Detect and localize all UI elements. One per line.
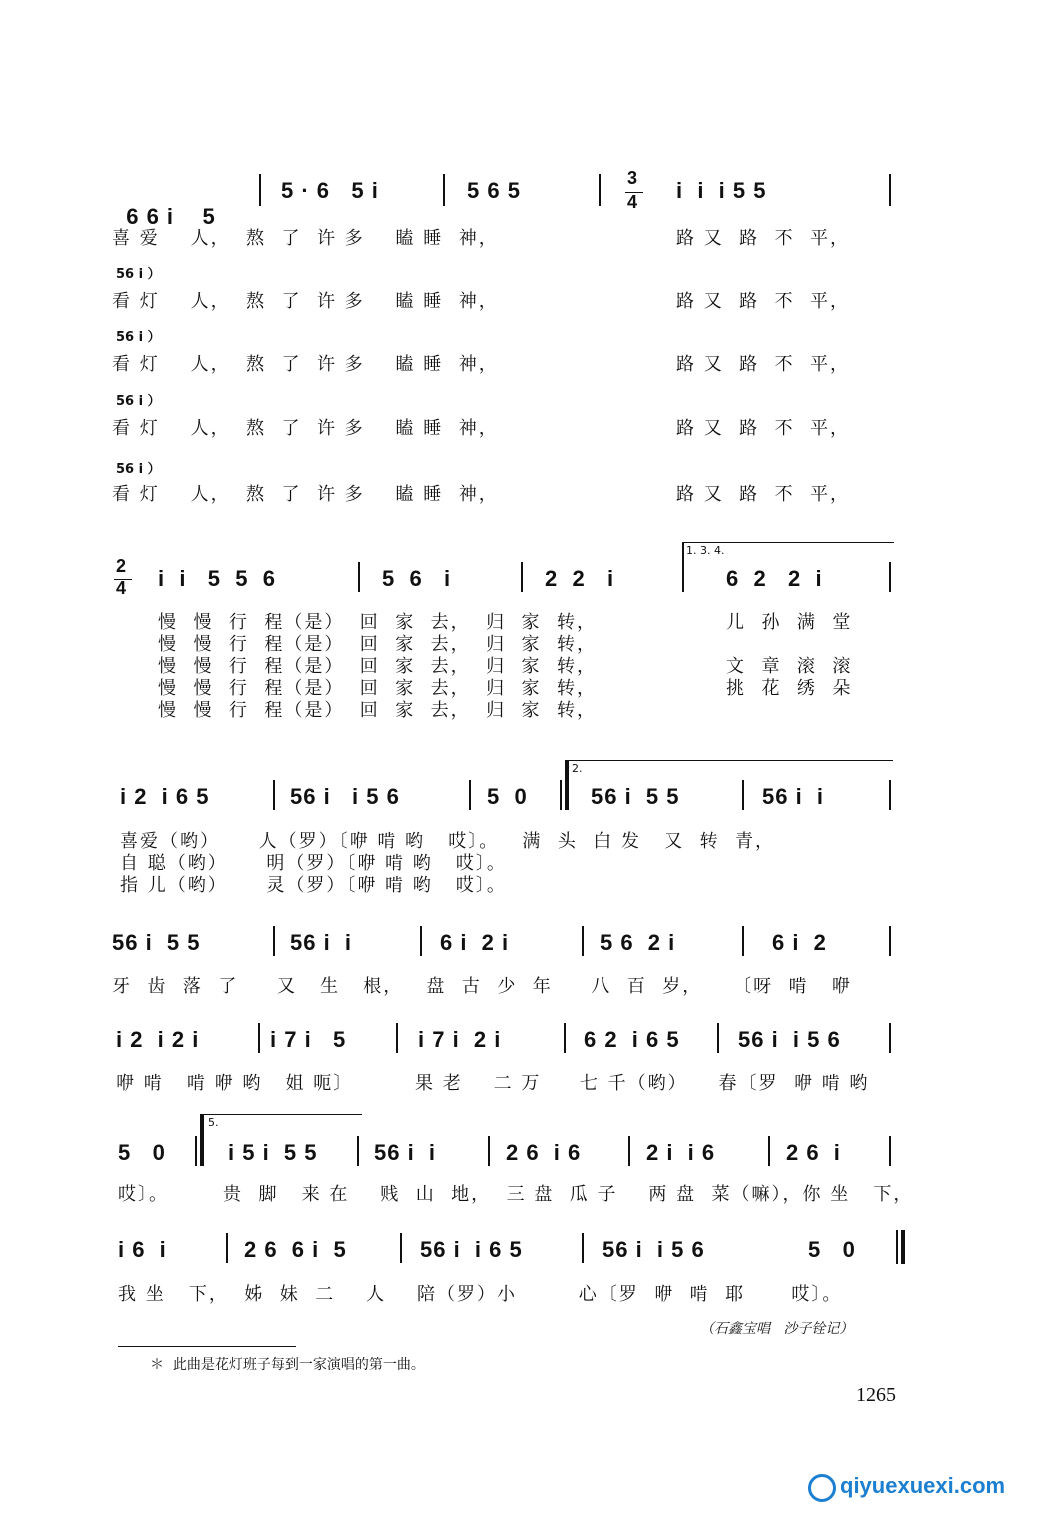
- lyric-line: 儿 孙 满 堂: [726, 612, 853, 633]
- note-group: 56 i 5 5: [591, 784, 680, 809]
- time-sig-top: 2: [116, 556, 128, 576]
- lyric-line: 慢 慢 行 程（是） 回 家 去， 归 家 转，: [158, 656, 597, 677]
- barline: [742, 926, 744, 956]
- note-group: 6 6 i 5: [126, 204, 216, 229]
- lyric-line: 看 灯 人， 熬 了 许 多 瞌 睡 神，: [112, 484, 499, 505]
- time-sig-bottom: 4: [627, 192, 639, 212]
- repeat-barline: [565, 760, 569, 810]
- note-group: 5 0: [118, 1140, 166, 1165]
- barline: [469, 780, 471, 810]
- barline: [357, 1136, 359, 1166]
- barline: [889, 174, 891, 206]
- note-group: 2 6 i 6: [506, 1140, 582, 1165]
- volta-bracket: [200, 1114, 362, 1115]
- note-group: 5 6 5: [467, 178, 521, 203]
- final-barline: [901, 1230, 905, 1264]
- note-group: 6 i 2 i: [440, 930, 510, 955]
- barline: [258, 1023, 260, 1053]
- final-barline: [896, 1230, 898, 1264]
- note-group: 2 6 i: [786, 1140, 841, 1165]
- time-sig-top: 3: [627, 168, 639, 188]
- lyric-line: 咿 啃 啃 咿 哟 姐 呃〕 果 老 二 万 七 千（哟） 春〔罗 咿 啃 哟: [116, 1073, 870, 1094]
- note-group: 2 6 6 i 5: [244, 1237, 347, 1262]
- lyric-line: 看 灯 人， 熬 了 许 多 瞌 睡 神，: [112, 291, 499, 312]
- volta-label: 2.: [572, 762, 583, 775]
- lyric-line: 慢 慢 行 程（是） 回 家 去， 归 家 转，: [158, 700, 597, 721]
- barline: [742, 780, 744, 810]
- repeat-barline: [560, 780, 562, 810]
- barline: [889, 1136, 891, 1166]
- volta-bracket: [565, 760, 893, 761]
- barline: [226, 1233, 228, 1263]
- note-group: i 2 i 2 i: [116, 1027, 200, 1052]
- alt-notes: 56 i ）: [116, 267, 161, 282]
- page-number: 1265: [856, 1384, 896, 1406]
- note-group: 56 i i: [374, 1140, 437, 1165]
- barline: [273, 780, 275, 810]
- credit-line: （石鑫宝唱 沙子铨记）: [700, 1321, 854, 1337]
- barline: [273, 926, 275, 956]
- note-group: 6 i 2: [772, 930, 827, 955]
- note-group: 56 i i: [762, 784, 825, 809]
- alt-notes: 56 i ）: [116, 330, 161, 345]
- lyric-line: 路 又 路 不 平，: [676, 354, 851, 375]
- lyric-line: 路 又 路 不 平，: [676, 418, 851, 439]
- volta-label: 5.: [208, 1116, 219, 1129]
- note-group: 56 i i: [290, 930, 353, 955]
- lyric-line: 慢 慢 行 程（是） 回 家 去， 归 家 转，: [158, 678, 597, 699]
- repeat-barline: [195, 1136, 197, 1166]
- note-group: 56 i i 5 6: [290, 784, 400, 809]
- lyric-line: 牙 齿 落 了 又 生 根， 盘 古 少 年 八 百 岁， 〔呀 啃 咿: [112, 976, 852, 997]
- lyric-line: 路 又 路 不 平，: [676, 228, 851, 249]
- barline: [564, 1023, 566, 1053]
- note-group: 5 · 6 5 i: [281, 178, 379, 203]
- lyric-line: 慢 慢 行 程（是） 回 家 去， 归 家 转，: [158, 612, 597, 633]
- alt-notes: 56 i ）: [116, 462, 161, 477]
- lyric-line: 看 灯 人， 熬 了 许 多 瞌 睡 神，: [112, 418, 499, 439]
- barline: [717, 1023, 719, 1053]
- volta-label: 1. 3. 4.: [686, 544, 725, 557]
- footnote-rule: [118, 1346, 296, 1347]
- note-group: 2 2 i: [545, 566, 615, 591]
- footnote: ＊ 此曲是花灯班子每到一家演唱的第一曲。: [150, 1357, 425, 1373]
- note-group: i 2 i 6 5: [120, 784, 210, 809]
- lyric-line: 慢 慢 行 程（是） 回 家 去， 归 家 转，: [158, 634, 597, 655]
- barline: [889, 926, 891, 956]
- note-group: i 7 i 2 i: [418, 1027, 502, 1052]
- lyric-line: 路 又 路 不 平，: [676, 484, 851, 505]
- lyric-line: 喜 爱 人， 熬 了 许 多 瞌 睡 神，: [112, 228, 499, 249]
- watermark-logo-icon: [808, 1474, 836, 1502]
- barline: [420, 926, 422, 956]
- note-group: 5 6 2 i: [600, 930, 676, 955]
- note-group: i 6 i: [118, 1237, 167, 1262]
- barline: [599, 174, 601, 206]
- barline: [396, 1023, 398, 1053]
- volta-bracket: [682, 542, 894, 543]
- barline: [259, 174, 261, 206]
- barline: [889, 562, 891, 592]
- barline: [628, 1136, 630, 1166]
- lyric-line: 路 又 路 不 平，: [676, 291, 851, 312]
- barline: [358, 562, 360, 592]
- note-group: 6 2 i 6 5: [584, 1027, 680, 1052]
- note-group: 5 0: [808, 1237, 856, 1262]
- lyric-line: 文 章 滚 滚: [726, 656, 853, 677]
- lyric-line: 自 聪（哟） 明（罗）〔咿 啃 哟 哎〕。: [120, 853, 507, 874]
- repeat-barline: [200, 1114, 204, 1166]
- barline: [889, 780, 891, 810]
- lyric-line: 哎〕。 贵 脚 来 在 贱 山 地， 三 盘 瓜 子 两 盘 菜（嘛），你 坐 下，: [118, 1184, 914, 1205]
- barline: [682, 542, 684, 592]
- barline: [488, 1136, 490, 1166]
- barline: [443, 174, 445, 206]
- note-group: 56 i i 5 6: [602, 1237, 705, 1262]
- note-group: 5 0: [487, 784, 528, 809]
- alt-notes: 56 i ）: [116, 394, 161, 409]
- barline: [400, 1233, 402, 1263]
- barline: [582, 1233, 584, 1263]
- row1-notes: [112, 178, 216, 230]
- barline: [889, 1023, 891, 1053]
- note-group: i 5 i 5 5: [228, 1140, 318, 1165]
- time-sig-bottom: 4: [116, 578, 128, 598]
- watermark: qiyuexuexi.com: [840, 1473, 1006, 1498]
- lyric-line: 指 儿（哟） 灵（罗）〔咿 啃 哟 哎〕。: [120, 875, 507, 896]
- barline: [582, 926, 584, 956]
- note-group: 56 i 5 5: [112, 930, 201, 955]
- note-group: 56 i i 6 5: [420, 1237, 523, 1262]
- note-group: 5 6 i: [382, 566, 452, 591]
- note-group: 6 2 2 i: [726, 566, 823, 591]
- note-group: 2 i i 6: [646, 1140, 716, 1165]
- lyric-line: 看 灯 人， 熬 了 许 多 瞌 睡 神，: [112, 354, 499, 375]
- lyric-line: 我 坐 下， 姊 妹 二 人 陪（罗）小 心〔罗 咿 啃 耶 哎〕。: [118, 1284, 843, 1305]
- note-group: i i 5 5 6: [158, 566, 276, 591]
- barline: [521, 562, 523, 592]
- note-group: i 7 i 5: [270, 1027, 347, 1052]
- barline: [768, 1136, 770, 1166]
- lyric-line: 挑 花 绣 朵: [726, 678, 853, 699]
- lyric-line: 喜爱（哟） 人（罗）〔咿 啃 哟 哎〕。 满 头 白 发 又 转 青，: [120, 831, 776, 852]
- note-group: i i i 5 5: [676, 178, 767, 203]
- note-group: 56 i i 5 6: [738, 1027, 841, 1052]
